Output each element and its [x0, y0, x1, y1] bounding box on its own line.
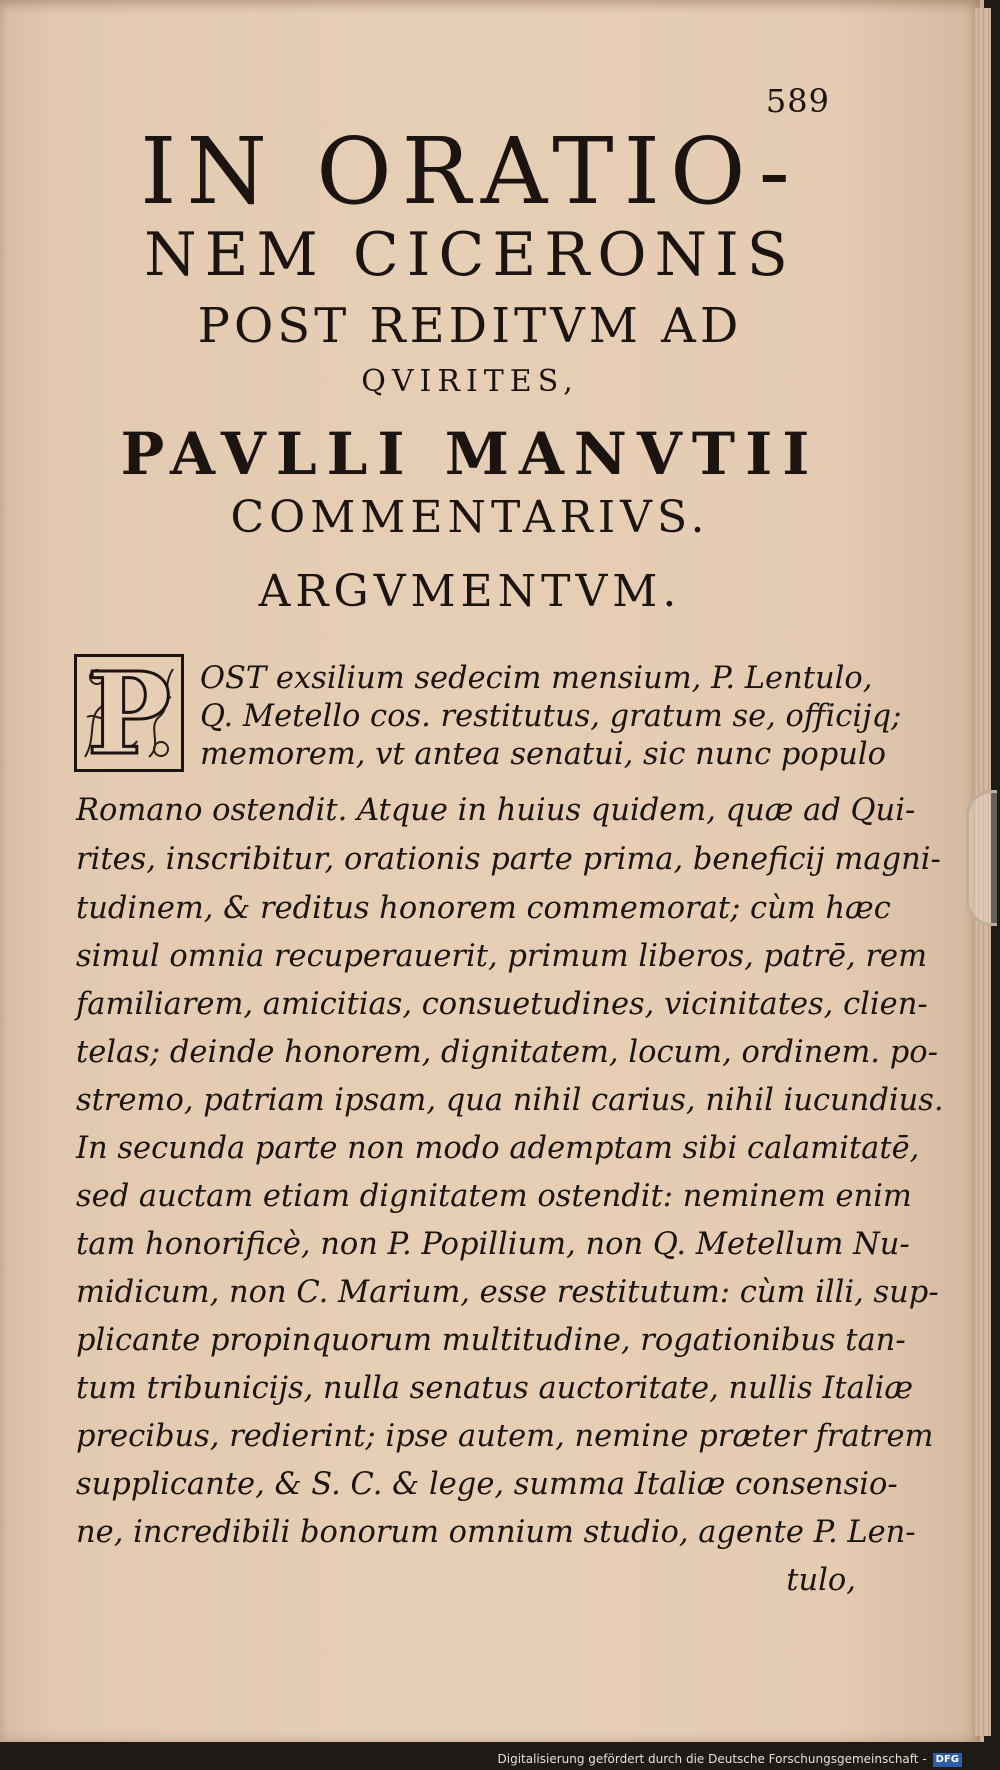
body-line-1: OST exsilium sedecim mensium, P. Lentulo,	[200, 661, 873, 696]
digitization-credit	[498, 1752, 963, 1767]
dfg-logo-icon: DFG	[933, 1753, 962, 1767]
body-line-17: precibus, redierint; ipse autem, nemine præter fratrem	[76, 1419, 934, 1454]
heading-line-2: NEM CICERONIS	[144, 220, 796, 290]
body-line-13: tam honorificè, non P. Popillium, non Q. Metellum Nu-	[76, 1227, 910, 1262]
body-line-6: tudinem, & reditus honorem commemorat; cùm hæc	[76, 891, 891, 926]
page-number: 589	[765, 82, 830, 120]
heading-line-4: QVIRITES,	[361, 364, 579, 399]
body-line-11: In secunda parte non modo ademptam sibi calamitatē,	[76, 1131, 920, 1166]
body-line-16: tum tribunicijs, nulla senatus auctoritate, nullis Italiæ	[76, 1371, 914, 1406]
page-clip	[966, 790, 997, 926]
body-line-9: telas; deinde honorem, dignitatem, locum, ordinem. po-	[76, 1035, 938, 1070]
body-line-15: plicante propinquorum multitudine, rogationibus tan-	[76, 1323, 906, 1358]
credit-text: Digitalisierung gefördert durch die Deutsche Forschungsgemeinschaft -	[497, 1752, 927, 1766]
heading-line-1: IN ORATIO-	[140, 118, 800, 225]
body-line-2: Q. Metello cos. restitutus, gratum se, officijq;	[200, 699, 902, 734]
body-line-7: simul omnia recuperauerit, primum liberos, patrē, rem	[76, 939, 927, 974]
body-line-4: Romano ostendit. Atque in huius quidem, quæ ad Qui-	[76, 793, 916, 828]
decorated-initial	[74, 649, 184, 780]
body-line-3: memorem, vt antea senatui, sic nunc populo	[200, 737, 887, 772]
body-line-12: sed auctam etiam dignitatem ostendit: neminem enim	[76, 1179, 912, 1214]
body-line-19: ne, incredibili bonorum omnium studio, agente P. Len-	[76, 1515, 916, 1550]
body-line-20: tulo,	[786, 1563, 856, 1598]
body-line-10: stremo, patriam ipsam, qua nihil carius, nihil iucundius.	[76, 1083, 944, 1118]
body-line-8: familiarem, amicitias, consuetudines, vicinitates, clien-	[76, 987, 928, 1022]
body-line-18: supplicante, & S. C. & lege, summa Italiæ consensio-	[76, 1467, 898, 1502]
body-line-5: rites, inscribitur, orationis parte prima, beneficij magni-	[76, 842, 941, 877]
heading-line-7: ARGVMENTVM.	[258, 566, 682, 617]
heading-line-6: COMMENTARIVS.	[230, 492, 710, 543]
heading-line-3: POST REDITVM AD	[197, 298, 743, 354]
initial-letter: P	[86, 649, 172, 780]
heading-line-5: PAVLLI MANVTII	[120, 420, 820, 488]
body-line-14: midicum, non C. Marium, esse restitutum: cùm illi, sup-	[76, 1275, 939, 1310]
